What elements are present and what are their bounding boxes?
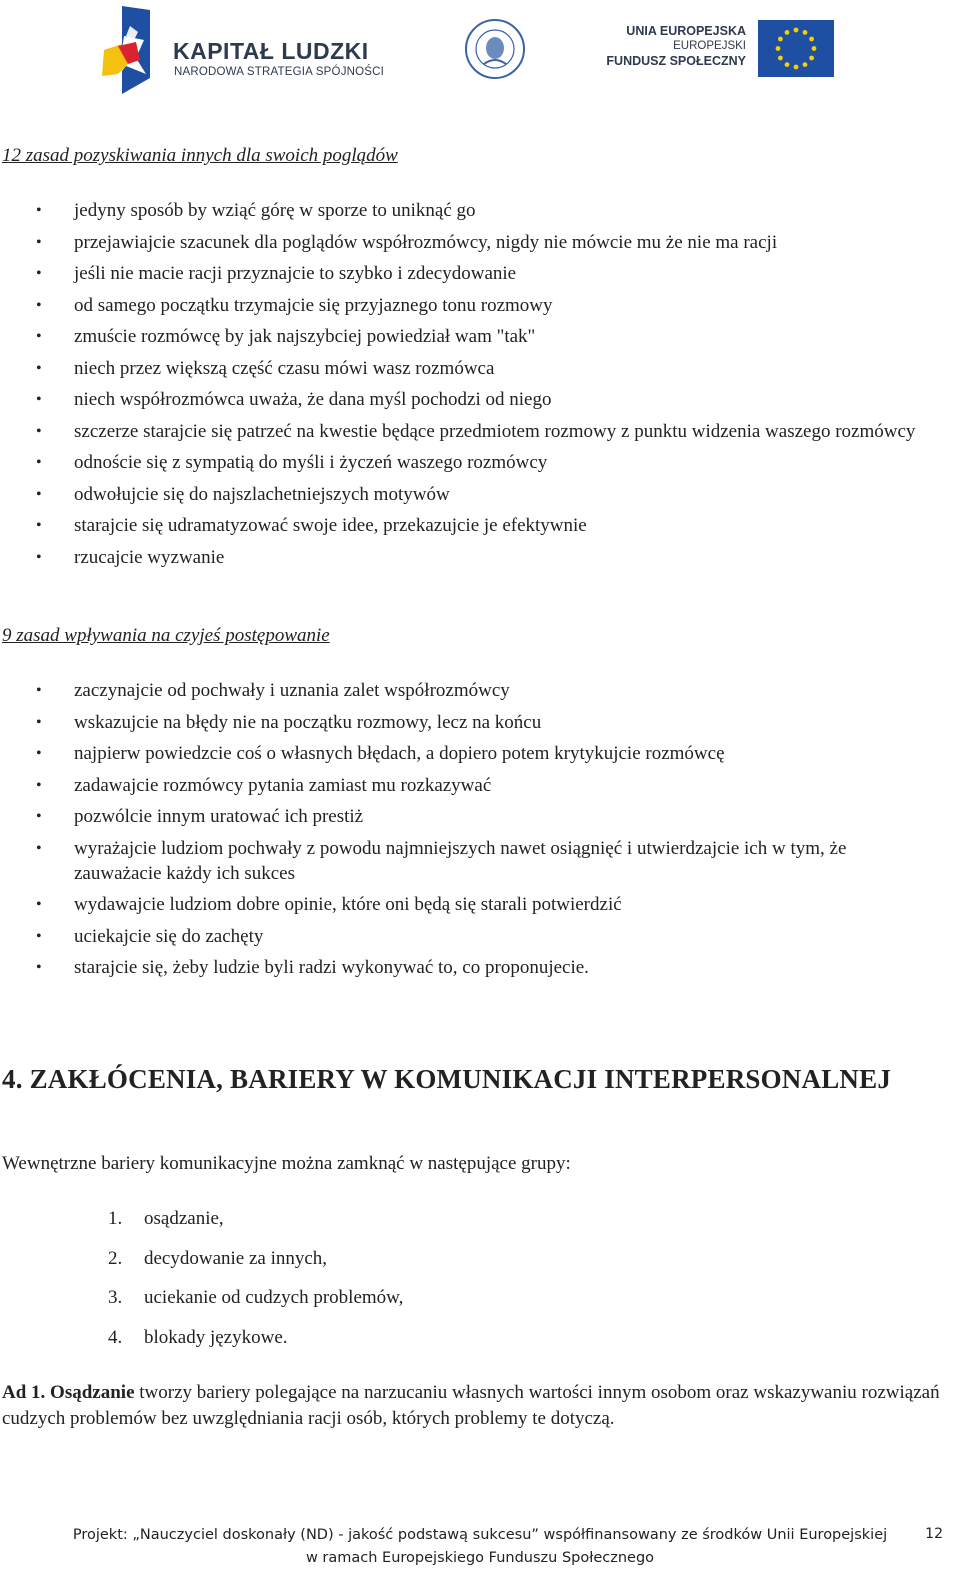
uczelnia-warszawska-seal-icon	[464, 18, 526, 80]
intro-paragraph: Wewnętrzne bariery komunikacyjne można zamknąć w następujące grupy:	[2, 1153, 571, 1174]
page-footer	[0, 1524, 960, 1570]
list-item: • starajcie się, żeby ludzie byli radzi wykonywać to, co proponujecie.	[0, 955, 960, 980]
list-item: • zaczynajcie od pochwały i uznania zalet współrozmówcy	[0, 678, 960, 703]
bullet-list-12-zasad	[0, 198, 960, 576]
list-item	[0, 1206, 403, 1232]
list-item: • niech współrozmówca uważa, że dana myśl pochodzi od niego	[0, 387, 960, 412]
list-item: • jeśli nie macie racji przyznajcie to szybko i zdecydowanie	[0, 261, 960, 286]
unia-europejska-logo	[606, 18, 840, 80]
unia-europejska-text	[606, 23, 746, 69]
list-item: • uciekajcie się do zachęty	[0, 924, 960, 949]
section-title-12-zasad: 12 zasad pozyskiwania innych dla swoich poglądów	[2, 145, 398, 166]
list-item: • pozwólcie innym uratować ich prestiż	[0, 804, 960, 829]
list-text: blokady językowe.	[144, 1326, 288, 1348]
eu-flag-icon	[758, 20, 834, 77]
list-item: • wydawajcie ludziom dobre opinie, które oni będą się starali potwierdzić	[0, 892, 960, 917]
list-item: • najpierw powiedzcie coś o własnych błędach, a dopiero potem krytykujcie rozmówcę	[0, 741, 960, 766]
ue-line-2: EUROPEJSKI	[673, 40, 746, 52]
list-item: • zadawajcie rozmówcy pytania zamiast mu rozkazywać	[0, 773, 960, 798]
page-header	[0, 0, 960, 110]
list-number: 3.	[108, 1287, 123, 1308]
list-number: 2.	[108, 1247, 123, 1269]
list-item	[0, 1246, 403, 1272]
list-item: • starajcie się udramatyzować swoje idee, przekazujcie je efektywnie	[0, 513, 960, 538]
list-text: osądzanie,	[144, 1208, 224, 1229]
ad-1-paragraph	[2, 1380, 952, 1432]
ad-term: Osądzanie	[50, 1382, 135, 1403]
ad-label: Ad 1.	[2, 1382, 46, 1403]
chapter-heading: 4. ZAKŁÓCENIA, BARIERY W KOMUNIKACJI INTERPERSONALNEJ	[2, 1064, 892, 1094]
footer-line-1: Projekt: „Nauczyciel doskonały (ND) - jakość podstawą sukcesu” współfinansowany ze środków Unii Europejskiej	[72, 1527, 888, 1543]
page-number: 12	[925, 1526, 943, 1542]
list-item: • wyrażajcie ludziom pochwały z powodu najmniejszych nawet osiągnięć i utwierdzajcie ich w tym, że zauważacie każdy ich sukces	[0, 836, 960, 886]
list-number: 1.	[108, 1208, 123, 1229]
list-item: • jedyny sposób by wziąć górę w sporze to uniknąć go	[0, 198, 960, 223]
list-item	[0, 1285, 403, 1311]
list-item: • wskazujcie na błędy nie na początku rozmowy, lecz na końcu	[0, 710, 960, 735]
kapital-ludzki-logo	[100, 6, 385, 96]
list-item: • przejawiajcie szacunek dla poglądów współrozmówcy, nigdy nie mówcie mu że nie ma racji	[0, 230, 960, 255]
list-item: • odwołujcie się do najszlachetniejszych motywów	[0, 482, 960, 507]
section-title-9-zasad: 9 zasad wpływania na czyjeś postępowanie	[2, 625, 330, 646]
list-text: decydowanie za innych,	[144, 1247, 328, 1269]
ue-line-3: FUNDUSZ SPOŁECZNY	[606, 54, 746, 68]
list-text: uciekanie od cudzych problemów,	[144, 1287, 404, 1308]
footer-line-2: w ramach Europejskiego Funduszu Społecznego	[305, 1550, 655, 1566]
list-item	[0, 1325, 403, 1351]
kapital-ludzki-title: KAPITAŁ LUDZKI	[173, 38, 369, 64]
list-number: 4.	[108, 1326, 123, 1348]
list-item: • rzucajcie wyzwanie	[0, 545, 960, 570]
kapital-ludzki-flag-icon	[100, 6, 162, 96]
list-item: • niech przez większą część czasu mówi wasz rozmówca	[0, 356, 960, 381]
list-item: • odnoście się z sympatią do myśli i życzeń waszego rozmówcy	[0, 450, 960, 475]
bullet-list-9-zasad	[0, 678, 960, 987]
kapital-ludzki-subtitle: NARODOWA STRATEGIA SPÓJNOŚCI	[174, 66, 385, 78]
ue-line-1: UNIA EUROPEJSKA	[626, 24, 746, 38]
list-item: • zmuście rozmówcę by jak najszybciej powiedział wam "tak"	[0, 324, 960, 349]
numbered-list	[0, 1206, 403, 1364]
list-item: • szczerze starajcie się patrzeć na kwestie będące przedmiotem rozmowy z punktu widzenia waszego rozmówcy	[0, 419, 960, 444]
ad-text: tworzy bariery polegające na narzucaniu własnych wartości innym osobom oraz wskazywaniu rozwiązań cudzych problemów bez uwzględniania racji osób, których problemy te dotyczą.	[2, 1382, 940, 1429]
list-item: • od samego początku trzymajcie się przyjaznego tonu rozmowy	[0, 293, 960, 318]
